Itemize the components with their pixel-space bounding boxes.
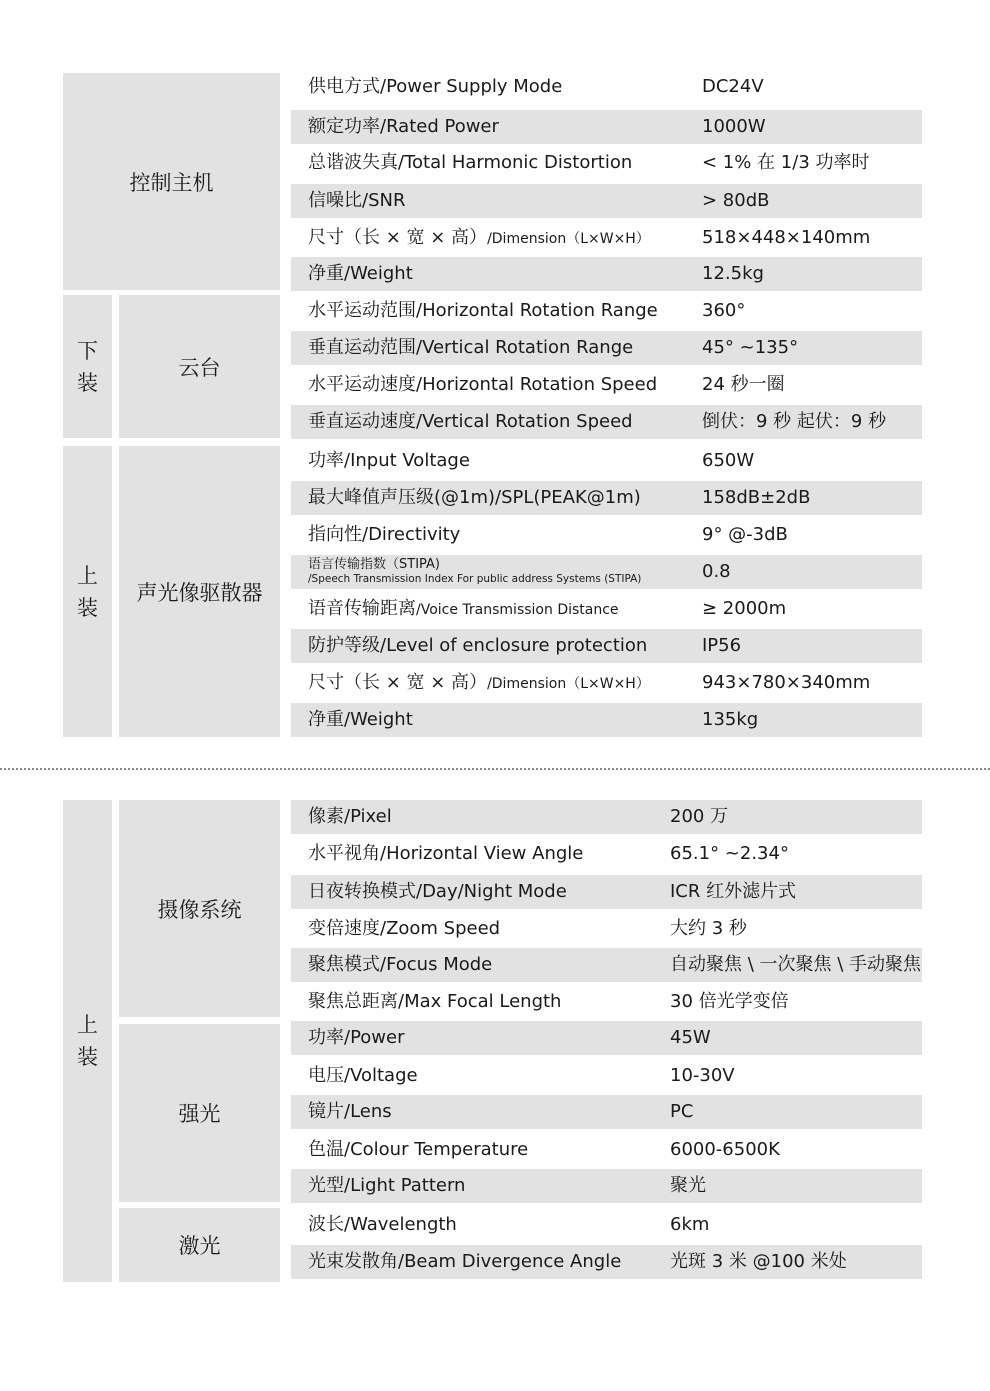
spec-value: 自动聚焦 \ 一次聚焦 \ 手动聚焦 [670, 954, 922, 975]
spec-value: 650W [702, 450, 755, 471]
spec-row [291, 1095, 922, 1129]
group-camera-system [119, 800, 280, 1017]
spec-row [291, 368, 922, 402]
spec-label: 聚焦总距离/Max Focal Length [308, 991, 562, 1012]
spec-row [291, 800, 922, 834]
spec-label: 垂直运动速度/Vertical Rotation Speed [308, 411, 633, 432]
spec-value: 30 倍光学变倍 [670, 991, 789, 1012]
spec-label: 信噪比/SNR [308, 190, 406, 211]
spec-label: 额定功率/Rated Power [308, 116, 499, 137]
group-label: 摄像系统 [157, 897, 242, 922]
spec-label: 镜片/Lens [308, 1101, 392, 1122]
spec-value: 9° @-3dB [702, 524, 788, 545]
spec-row [291, 70, 922, 104]
spec-value: DC24V [702, 76, 764, 97]
spec-value: 45W [670, 1027, 711, 1048]
section-divider [0, 768, 990, 770]
spec-value: 45° ~135° [702, 337, 799, 358]
spec-row [291, 666, 922, 700]
spec-label: 聚焦模式/Focus Mode [308, 954, 493, 975]
spec-label: 色温/Colour Temperature [308, 1139, 529, 1160]
spec-value: PC [670, 1101, 694, 1122]
group-upper-mount [63, 446, 112, 737]
spec-value: 943×780×340mm [702, 672, 871, 693]
group-label: 强光 [178, 1102, 221, 1126]
spec-row [291, 703, 922, 737]
spec-value: 24 秒一圈 [702, 374, 785, 395]
group-laser [119, 1208, 280, 1282]
spec-value: IP56 [702, 635, 742, 656]
spec-label: 功率/Power [308, 1027, 405, 1048]
spec-row [291, 184, 922, 218]
group-label: 激光 [178, 1234, 221, 1258]
spec-label: 尺寸（长 × 宽 × 高）/Dimension（L×W×H） [308, 227, 650, 248]
spec-row [291, 1059, 922, 1093]
spec-label: 电压/Voltage [308, 1065, 418, 1086]
spec-row [291, 331, 922, 365]
spec-label: 供电方式/Power Supply Mode [308, 76, 563, 97]
spec-value: ≥ 2000m [702, 598, 787, 619]
spec-row [291, 948, 922, 982]
spec-label: 光束发散角/Beam Divergence Angle [308, 1251, 622, 1272]
spec-row [291, 518, 922, 552]
spec-label: 光型/Light Pattern [308, 1175, 466, 1196]
spec-row [291, 1208, 922, 1242]
spec-row [291, 875, 922, 909]
spec-row [291, 1133, 922, 1167]
group-label-char: 上 [77, 1013, 98, 1037]
spec-row [291, 444, 922, 478]
group-label-char: 上 [77, 563, 98, 588]
group-lower-mount [63, 295, 112, 438]
spec-value: 10-30V [670, 1065, 735, 1086]
spec-value: 158dB±2dB [702, 487, 811, 508]
spec-label: 变倍速度/Zoom Speed [308, 918, 501, 939]
spec-value: 1000W [702, 116, 766, 137]
spec-value: 0.8 [702, 561, 731, 582]
spec-value: > 80dB [702, 190, 770, 211]
spec-value: ICR 红外滤片式 [670, 881, 797, 902]
group-label: 云台 [178, 355, 221, 380]
spec-row [291, 837, 922, 871]
group-strong-light [119, 1024, 280, 1202]
spec-label: 语音传输距离/Voice Transmission Distance [308, 598, 619, 619]
spec-row [291, 481, 922, 515]
spec-label: 垂直运动范围/Vertical Rotation Range [308, 337, 634, 358]
spec-label: 指向性/Directivity [308, 524, 461, 545]
group-acoustic-dispeller [119, 446, 280, 737]
spec-value: 12.5kg [702, 263, 764, 284]
spec-label: 总谐波失真/Total Harmonic Distortion [308, 152, 633, 173]
spec-label: 水平运动范围/Horizontal Rotation Range [308, 300, 658, 321]
spec-value: 518×448×140mm [702, 227, 871, 248]
spec-value: 135kg [702, 709, 759, 730]
spec-label: 水平视角/Horizontal View Angle [308, 843, 584, 864]
spec-label: 净重/Weight [308, 263, 413, 284]
group-label-char: 装 [77, 595, 98, 620]
spec-row [291, 1021, 922, 1055]
spec-row [291, 1245, 922, 1279]
spec-label: 水平运动速度/Horizontal Rotation Speed [308, 374, 658, 395]
spec-value: 6km [670, 1214, 710, 1235]
group-label: 控制主机 [129, 170, 214, 195]
spec-row [291, 629, 922, 663]
spec-label: 防护等级/Level of enclosure protection [308, 635, 648, 656]
spec-value: 200 万 [670, 806, 729, 827]
spec-row [291, 405, 922, 439]
group-label-char: 装 [77, 370, 98, 395]
group-upper-mount [63, 800, 112, 1282]
spec-value: 6000-6500K [670, 1139, 780, 1160]
spec-label: 最大峰值声压级(@1m)/SPL(PEAK@1m) [308, 487, 641, 508]
spec-row [291, 555, 922, 589]
group-control-host [63, 73, 280, 290]
group-ptz [119, 295, 280, 438]
spec-value: 65.1° ~2.34° [670, 843, 789, 864]
spec-label: 像素/Pixel [308, 806, 392, 827]
spec-label: 功率/Input Voltage [308, 450, 470, 471]
group-label-char: 下 [77, 338, 98, 363]
spec-label: 尺寸（长 × 宽 × 高）/Dimension（L×W×H） [308, 672, 650, 693]
spec-value: 360° [702, 300, 746, 321]
spec-row [291, 912, 922, 946]
spec-label: 净重/Weight [308, 709, 413, 730]
spec-row [291, 257, 922, 291]
spec-row [291, 985, 922, 1019]
spec-label: 日夜转换模式/Day/Night Mode [308, 881, 567, 902]
spec-row [291, 592, 922, 626]
spec-value: 倒伏：9 秒 起伏：9 秒 [702, 411, 887, 432]
spec-row [291, 1169, 922, 1203]
spec-value: 光斑 3 米 @100 米处 [670, 1251, 847, 1272]
spec-label: 语言传输指数（STIPA) /Speech Transmission Index For public address Systems (STIPA) [308, 557, 642, 585]
spec-value: < 1% 在 1/3 功率时 [702, 152, 870, 173]
spec-value: 聚光 [670, 1175, 706, 1196]
spec-label: 波长/Wavelength [308, 1214, 457, 1235]
spec-value: 大约 3 秒 [670, 918, 747, 939]
spec-row [291, 294, 922, 328]
spec-row [291, 146, 922, 180]
group-label: 声光像驱散器 [136, 580, 263, 605]
spec-row [291, 221, 922, 255]
group-label-char: 装 [77, 1045, 98, 1069]
spec-row [291, 110, 922, 144]
